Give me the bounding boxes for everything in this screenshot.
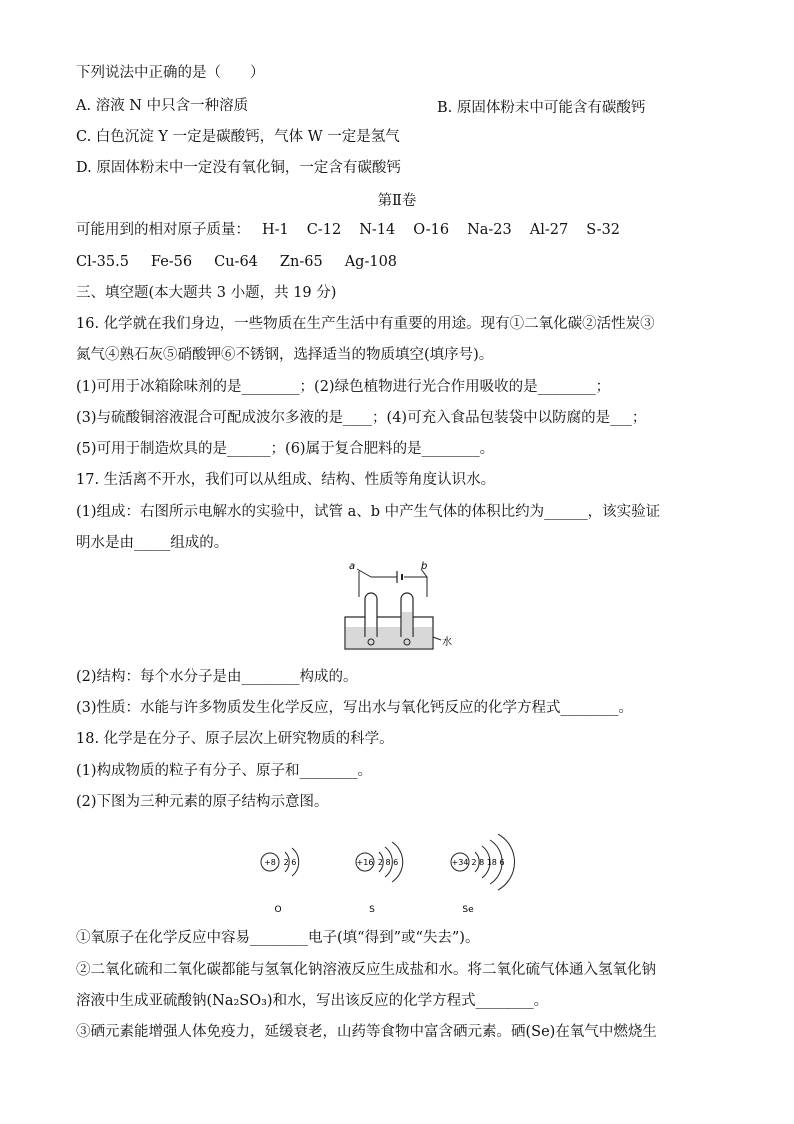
q15-option-a: A. 溶液 N 中只含一种溶质 xyxy=(76,98,249,114)
atomic-mass-item: Na-23 xyxy=(467,222,512,238)
q17-line1: 17. 生活离不开水，我们可以从组成、结构、性质等角度认识水。 xyxy=(76,472,496,488)
atomic-mass-item: Al-27 xyxy=(529,222,569,238)
oxygen-shells: 2 6 xyxy=(283,858,297,867)
q15-option-c: C. 白色沉淀 Y 一定是碳酸钙，气体 W 一定是氢气 xyxy=(76,129,400,145)
atomic-mass-item: Fe-56 xyxy=(150,254,193,270)
q15-option-d: D. 原固体粉末中一定没有氧化铜，一定含有碳酸钙 xyxy=(76,160,401,176)
q18-line2: (1)构成物质的粒子有分子、原子和________。 xyxy=(76,763,373,779)
q16-line4: (3)与硫酸铜溶液混合可配成波尔多液的是____；(4)可充入食品包装袋中以防腐的是___； xyxy=(76,410,647,426)
electrolysis-figure xyxy=(335,557,465,657)
water-label: 水 xyxy=(442,637,452,648)
oxygen-symbol: O xyxy=(274,905,282,915)
atomic-mass-item: Cu-64 xyxy=(214,254,258,270)
q18-sub2-line2: 溶液中生成亚硫酸钠(Na₂SO₃)和水，写出该反应的化学方程式________。 xyxy=(76,993,549,1009)
q16-line2: 氮气④熟石灰⑤硝酸钾⑥不锈钢，选择适当的物质填空(填序号)。 xyxy=(76,347,494,363)
sulfur-symbol: S xyxy=(369,905,375,915)
q16-line3: (1)可用于冰箱除味剂的是________；(2)绿色植物进行光合作用吸收的是________； xyxy=(76,379,611,395)
atomic-mass-item: O-16 xyxy=(413,222,450,238)
q15-stem: 下列说法中正确的是（ ） xyxy=(76,65,265,81)
q18-sub3-line1: ③硒元素能增强人体免疫力，延缓衰老，山药等食物中富含硒元素。硒(Se)在氧气中燃烧生 xyxy=(76,1024,657,1040)
q17-line2: (1)组成：右图所示电解水的实验中，试管 a、b 中产生气体的体积比约为______，该实验证 xyxy=(76,504,661,520)
atomic-mass-item: Zn-65 xyxy=(279,254,323,270)
selenium-nucleus: +34 xyxy=(451,858,469,867)
section-title: 三、填空题(本大题共 3 小题，共 19 分) xyxy=(76,285,337,301)
selenium-shells: 2 8 18 6 xyxy=(471,858,505,867)
atomic-mass-item: Ag-108 xyxy=(344,254,398,270)
atomic-mass-item: H-1 xyxy=(262,222,289,238)
sulfur-shells: 2 8 6 xyxy=(377,858,399,867)
q17-line4: (2)结构：每个水分子是由________构成的。 xyxy=(76,669,358,685)
atomic-mass-item: Cl-35.5 xyxy=(76,254,129,270)
q17-line5: (3)性质：水能与许多物质发生化学反应，写出水与氧化钙反应的化学方程式________。 xyxy=(76,700,634,716)
oxygen-nucleus: +8 xyxy=(264,858,276,867)
q16-line1: 16. 化学就在我们身边，一些物质在生产生活中有重要的用途。现有①二氧化碳②活性炭③ xyxy=(76,316,655,332)
atomic-mass-item: S-32 xyxy=(586,222,621,238)
atomic-mass-item: N-14 xyxy=(359,222,396,238)
atomic-mass-label: 可能用到的相对原子质量： xyxy=(76,222,250,238)
q17-line3: 明水是由_____组成的。 xyxy=(76,535,229,551)
q16-line5: (5)可用于制造炊具的是______；(6)属于复合肥料的是________。 xyxy=(76,441,495,457)
q18-line1: 18. 化学是在分子、原子层次上研究物质的科学。 xyxy=(76,731,394,747)
q18-sub2-line1: ②二氧化硫和二氧化碳都能与氢氧化钠溶液反应生成盐和水。将二氧化硫气体通入氢氧化钠 xyxy=(76,962,656,978)
tube-a-label: a xyxy=(349,561,356,572)
atomic-mass-row2 xyxy=(76,252,419,272)
q18-sub1: ①氧原子在化学反应中容易________电子(填“得到”或“失去”)。 xyxy=(76,930,480,946)
q15-option-b: B. 原固体粉末中可能含有碳酸钙 xyxy=(437,100,646,116)
volume-title: 第Ⅱ卷 xyxy=(377,193,417,209)
atomic-structure-figure xyxy=(250,822,550,920)
selenium-symbol: Se xyxy=(462,905,474,915)
atomic-mass-item: C-12 xyxy=(306,222,342,238)
tube-b-label: b xyxy=(421,561,428,572)
atomic-mass-row1 xyxy=(76,220,638,240)
sulfur-nucleus: +16 xyxy=(356,858,374,867)
q18-line3: (2)下图为三种元素的原子结构示意图。 xyxy=(76,794,329,810)
